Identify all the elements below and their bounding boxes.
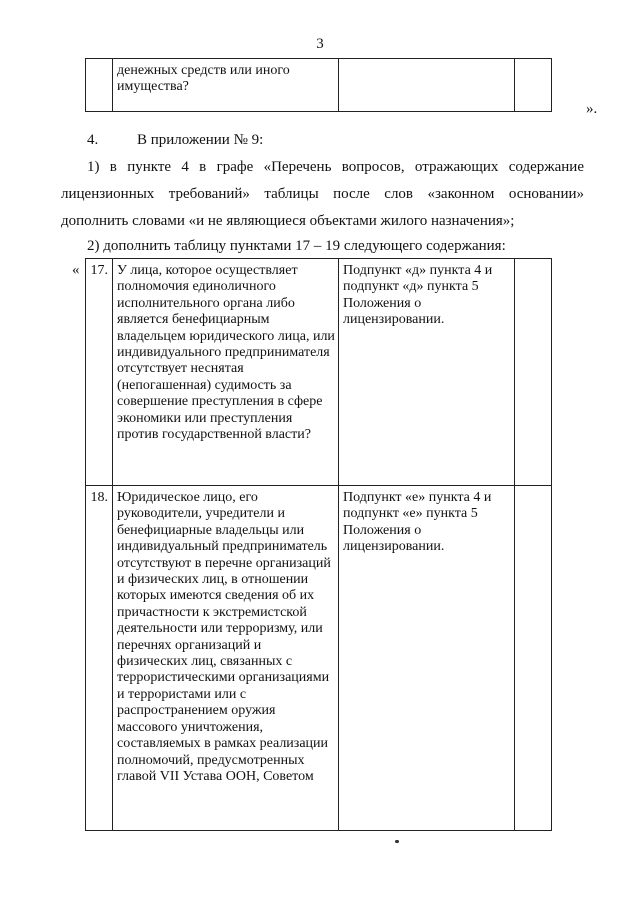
basis-cell xyxy=(339,486,515,831)
extra-cell xyxy=(515,259,552,486)
extra-text xyxy=(515,486,551,490)
row-number: 18. xyxy=(86,486,113,831)
basis-cell xyxy=(339,259,515,486)
basis-text xyxy=(339,59,514,63)
extra-cell xyxy=(515,59,552,112)
subitem-1-line-3: дополнить словами «и не являющиеся объектами жилого назначения»; xyxy=(61,213,515,229)
subitem-1-line-1: 1) в пункте 4 в графе «Перечень вопросов, отражающих содержание xyxy=(87,159,584,175)
table-row xyxy=(86,486,552,831)
extra-text xyxy=(515,259,551,263)
item-heading: В приложении № 9: xyxy=(137,132,264,148)
row-number xyxy=(86,59,113,112)
basis-text: Подпункт «е» пункта 4 и подпункт «е» пункта 5 Положения о лицензировании. xyxy=(343,490,492,555)
question-text: Юридическое лицо, его руководители, учредители и бенефициарные владельцы или индивидуальный предприниматель отсутствуют в перечне организаций и физических лиц, в отношении которых имеются сведения об их причастности к экстремистской деятельности или терроризму, или перечнях организаций и физических лиц, связанных с террористическими организациями и террористами или с распространением оружия массового уничтожения, составляемых в рамках реализации полномочий, предусмотренных главой VII Устава ООН, Советом xyxy=(117,490,331,784)
table-row xyxy=(86,259,552,486)
item-number: 4. xyxy=(87,132,99,148)
table-row xyxy=(86,59,552,112)
page-number: 3 xyxy=(316,36,324,52)
top-table xyxy=(85,58,552,112)
question-cell xyxy=(113,486,339,831)
scan-mark xyxy=(395,840,399,843)
extra-text xyxy=(515,59,551,63)
row-number: 17. xyxy=(86,259,113,486)
basis-cell xyxy=(339,59,515,112)
basis-text: Подпункт «д» пункта 4 и подпункт «д» пункта 5 Положения о лицензировании. xyxy=(343,263,493,328)
question-text: денежных средств или иного имущества? xyxy=(117,63,290,95)
question-text: У лица, которое осуществляет полномочия единоличного исполнительного органа либо является бенефициарным владельцем юридического лица, или индивидуального предпринимателя отсутствует неснятая (непогашенная) судимость за совершение преступления в сфере экономики или преступления против государственной власти? xyxy=(117,263,335,443)
extra-cell xyxy=(515,486,552,831)
subitem-1-line-2: лицензионных требований» таблицы после слов «законном основании» xyxy=(61,186,584,202)
opening-quote: « xyxy=(72,262,80,278)
subitem-2: 2) дополнить таблицу пунктами 17 – 19 следующего содержания: xyxy=(87,238,506,254)
requirements-table xyxy=(85,258,552,831)
question-cell xyxy=(113,59,339,112)
question-cell xyxy=(113,259,339,486)
closing-quote: ». xyxy=(586,101,598,117)
